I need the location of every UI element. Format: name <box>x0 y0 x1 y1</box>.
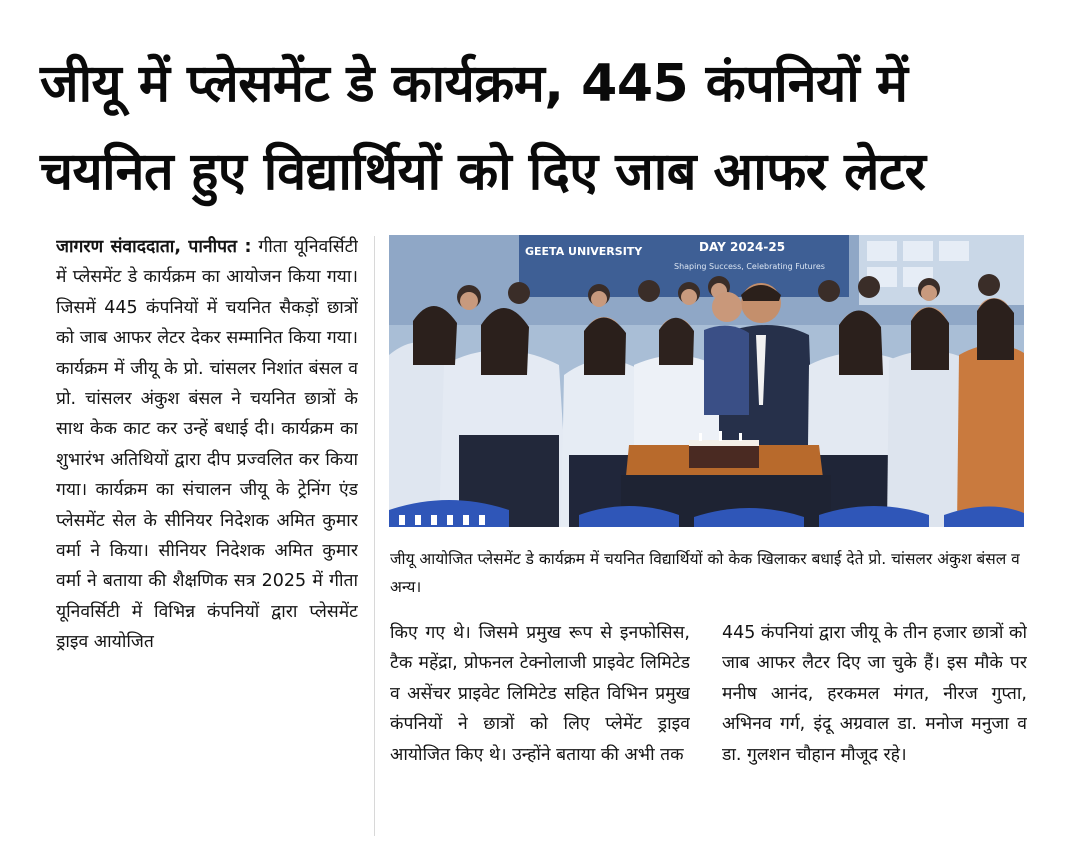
article-column-left <box>56 232 358 842</box>
article-column-middle: किए गए थे। जिसमे प्रमुख रूप से इनफोसिस, टैक महेंद्रा, प्रोफनल टेक्नोलाजी प्राइवेट लिमिटेड व असेंचर प्राइवेट लिमिटेड सहित विभिन प्रमुख कंपनियों ने छात्रों को लिए प्लेमेंट ड्राइव आयोजित किए थे। उन्होंने बताया की अभी तक <box>390 623 690 765</box>
banner-title: DAY 2024-25 <box>699 240 786 254</box>
headline-line-2: चयनित हुए विद्यार्थियों को दिए जाब आफर लेटर <box>40 142 926 202</box>
headline <box>40 40 1040 216</box>
banner-logo-text: GEETA UNIVERSITY <box>525 245 643 258</box>
event-photo <box>389 235 1024 527</box>
body-text-left: गीता यूनिवर्सिटी में प्लेसमेंट डे कार्यक्रम का आयोजन किया गया। जिसमें 445 कंपनियों में चयनित सैकड़ों छात्रों को जाब आफर लेटर देकर सम्मानित किया गया। कार्यक्रम में जीयू के प्रो. चांसलर निशांत बंसल व प्रो. चांसलर अंकुश बंसल ने चयनित छात्रों के साथ केक काट कर उन्हें बधाई दी। कार्यक्रम का शुभारंभ अतिथियों द्वारा दीप प्रज्वलित कर किया गया। कार्यक्रम का संचालन जीयू के ट्रेनिंग एंड प्लेसमेंट सेल के सीनियर निदेशक अमित कुमार वर्मा ने किया। सीनियर निदेशक अमित कुमार वर्मा ने बताया की शैक्षणिक सत्र 2025 में गीता यूनिवर्सिटी में विभिन्न कंपनियों द्वारा प्लेसमेंट ड्राइव आयोजित <box>56 237 358 653</box>
photo-caption: जीयू आयोजित प्लेसमेंट डे कार्यक्रम में चयनित विद्यार्थियों को केक खिलाकर बधाई देते प्रो. चांसलर अंकुश बंसल व अन्य। <box>390 550 1020 596</box>
article-column-right: 445 कंपनियां द्वारा जीयू के तीन हजार छात्रों को जाब आफर लैटर दिए जा चुके हैं। इस मौके पर मनीष आनंद, हरकमल मंगत, नीरज गुप्ता, अभिनव गर्ग, इंदू अग्रवाल डा. मनोज मनुजा व डा. गुलशन चौहान मौजूद रहे। <box>722 623 1027 765</box>
byline: जागरण संवाददाता, पानीपत : <box>56 237 252 257</box>
column-divider <box>374 236 375 836</box>
headline-line-1: जीयू में प्लेसमेंट डे कार्यक्रम, 445 कंपनियों में <box>40 54 908 114</box>
banner-subtitle: Shaping Success, Celebrating Futures <box>674 262 825 271</box>
